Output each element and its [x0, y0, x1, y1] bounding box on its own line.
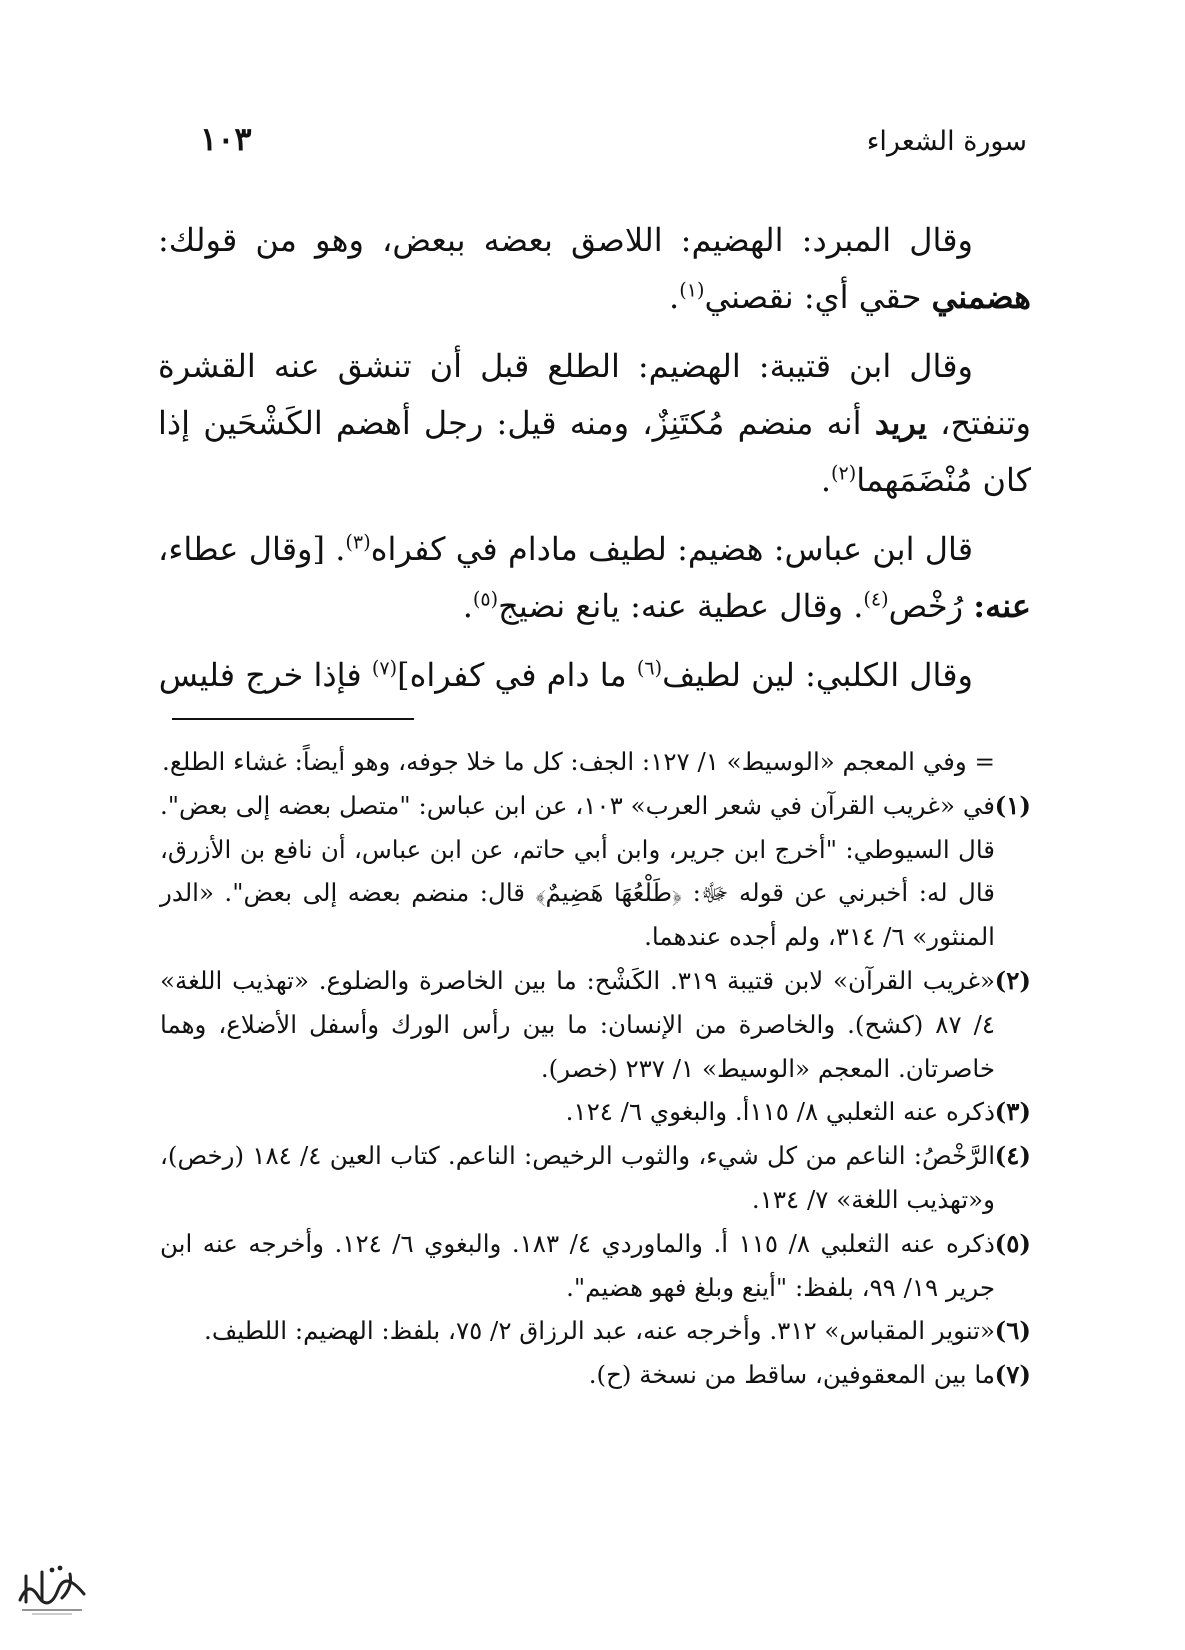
paragraph-1 — [158, 212, 1031, 326]
footnote-4 — [160, 1134, 1031, 1222]
p2-text: وقال ابن قتيبة: الهضيم: الطلع قبل أن تنشق عنه القشرة وتنفتح، — [158, 347, 1032, 442]
p3-end: . — [462, 587, 473, 625]
footnote-ref-6[interactable]: (٦) — [636, 656, 663, 680]
p1-rest: حقي أي: نقصني — [704, 278, 932, 316]
footnote-number: (٦) — [994, 1316, 1031, 1346]
p3-bold-word: عنه: — [973, 587, 1031, 625]
footnote-text: الرَّخْصُ: الناعم من كل شيء، والثوب الرخيص: الناعم. كتاب العين ٤/ ١٨٤ (رخص)، و«تهذيب اللغة» ٧/ ١٣٤. — [160, 1141, 995, 1214]
footnote-7 — [160, 1353, 1031, 1397]
paragraph-4 — [158, 647, 1031, 704]
footnote-text: ذكره عنه الثعلبي ٨/ ١١٥أ. والبغوي ٦/ ١٢٤. — [565, 1097, 995, 1127]
p3-text: قال ابن عباس: هضيم: لطيف مادام في كفراه — [370, 530, 974, 568]
footnote-ref-5[interactable]: (٥) — [472, 587, 499, 611]
footnote-number: (٥) — [994, 1228, 1031, 1258]
p3-rest: . [وقال عطاء، — [158, 530, 346, 568]
publisher-logo-icon — [12, 1556, 92, 1620]
p1-end: . — [669, 278, 680, 316]
footnote-continuation — [160, 740, 1031, 784]
footnote-text: ما بين المعقوفين، ساقط من نسخة (ح). — [588, 1360, 995, 1390]
page-number: ١٠٣ — [200, 120, 252, 158]
p1-bold-word: هضمني — [931, 278, 1031, 316]
footnote-text: «تنوير المقباس» ٣١٢. وأخرجه عنه، عبد الرزاق ٢/ ٧٥، بلفظ: الهضيم: اللطيف. — [204, 1316, 995, 1346]
p2-rest: أنه منضم مُكتَنِزٌ، ومنه قيل: رجل أهضم الكَشْحَين إذا كان مُنْضَمَهما — [158, 404, 1031, 499]
footnote-5 — [160, 1222, 1031, 1310]
footnote-number: (٢) — [994, 965, 1031, 995]
footnote-text: «غريب القرآن» لابن قتيبة ٣١٩. الكَشْح: ما بين الخاصرة والضلوع. «تهذيب اللغة» ٤/ ٨٧ (كشح). والخاصرة من الإنسان: ما بين رأس الورك وأسفل الأضلاع، وهما خاصرتان. المعجم «الوسيط» ١/ ٢٣٧ (خصر). — [160, 965, 995, 1083]
paragraph-2 — [158, 338, 1031, 509]
p2-bold-word: يريد — [874, 404, 927, 442]
footnote-ref-1[interactable]: (١) — [679, 278, 705, 302]
footnote-number: (١) — [994, 790, 1031, 820]
footnote-text: في «غريب القرآن في شعر العرب» ١٠٣، عن ابن عباس: "متصل بعضه إلى بعض". قال السيوطي: "أخرج ابن جرير، وابن أبي حاتم، عن ابن عباس، أن نافع بن الأزرق، قال له: أخبرني عن قوله ﷻ: ﴿طَلْعُهَا هَضِيمٌ﴾ قال: منضم بعضه إلى بعض". «الدر المنثور» ٦/ ٣١٤، ولم أجده عندهما. — [160, 790, 995, 952]
p4-text: وقال الكلبي: لين لطيف — [662, 656, 973, 694]
footnote-6 — [160, 1309, 1031, 1353]
footnote-3 — [160, 1090, 1031, 1134]
footnote-ref-2[interactable]: (٢) — [830, 461, 857, 485]
p2-end: . — [820, 461, 831, 499]
p3-rest3: . وقال عطية عنه: يانع نضيج — [498, 587, 864, 625]
footnote-text: ذكره عنه الثعلبي ٨/ ١١٥ أ. والماوردي ٤/ ١٨٣. والبغوي ٦/ ١٢٤. وأخرجه عنه ابن جرير ١٩/ ٩٩، بلفظ: "أينع وبلغ فهو هضيم". — [160, 1228, 995, 1302]
main-text — [158, 212, 1031, 704]
paragraph-3 — [158, 521, 1031, 635]
p4-end: فإذا خرج فليس — [158, 656, 372, 694]
footnote-ref-7[interactable]: (٧) — [371, 656, 398, 680]
footnote-number: (٤) — [994, 1141, 1031, 1171]
footnotes — [160, 740, 1031, 1397]
footnote-ref-4[interactable]: (٤) — [863, 587, 889, 611]
footnote-1 — [160, 784, 1031, 959]
footnote-continuation-text: = وفي المعجم «الوسيط» ١/ ١٢٧: الجف: كل ما خلا جوفه، وهو أيضاً: غشاء الطلع. — [162, 747, 995, 776]
p4-rest: ما دام في كفراه] — [397, 656, 637, 694]
footnote-ref-3[interactable]: (٣) — [345, 530, 371, 554]
surah-title: سورة الشعراء — [866, 126, 1027, 157]
footnote-number: (٣) — [994, 1097, 1031, 1127]
footnote-number: (٧) — [994, 1360, 1031, 1390]
p3-rest2: رُخْص — [888, 587, 974, 625]
footnote-separator — [172, 718, 414, 720]
p1-line1: وقال المبرد: الهضيم: اللاصق بعضه ببعض، وهو من قولك: — [158, 221, 973, 259]
footnote-2 — [160, 959, 1031, 1090]
